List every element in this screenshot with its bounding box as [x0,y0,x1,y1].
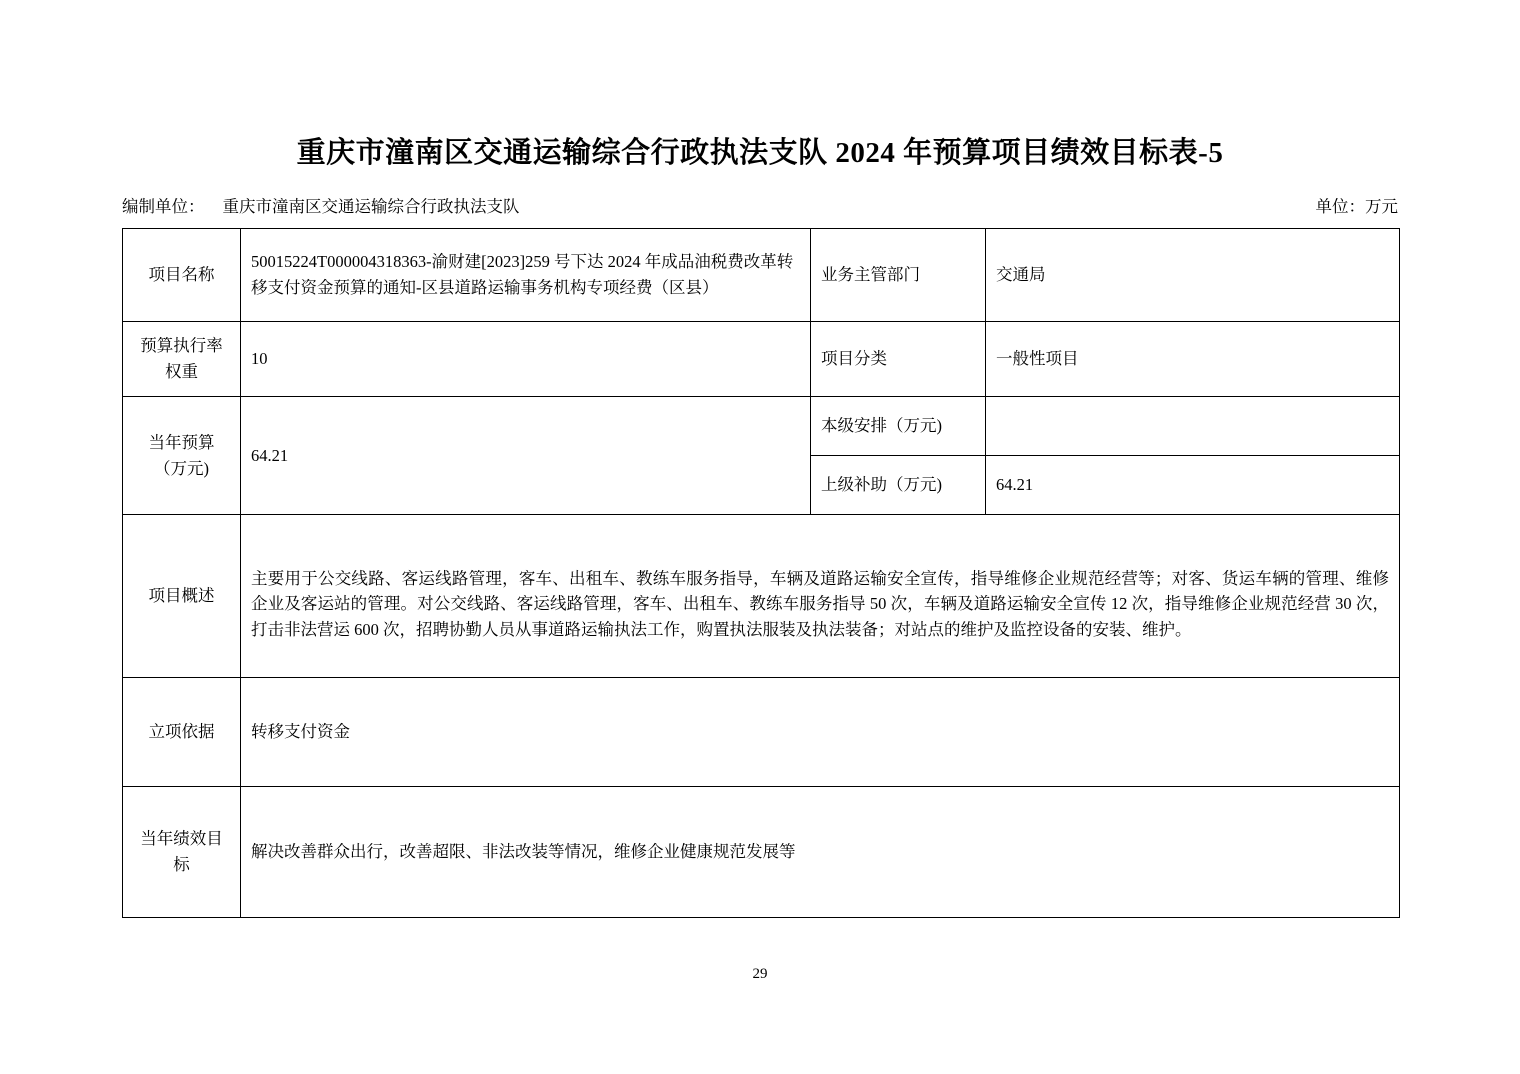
summary-label: 项目概述 [123,515,241,678]
budget-label: 当年预算（万元) [123,397,241,515]
page-title: 重庆市潼南区交通运输综合行政执法支队 2024 年预算项目绩效目标表-5 [296,137,1224,169]
compiling-unit [122,193,520,217]
basis-value: 转移支付资金 [241,678,1400,787]
basis-label: 立项依据 [123,678,241,787]
table-row [123,229,1400,322]
exec-rate-label: 预算执行率权重 [123,322,241,397]
upper-subsidy-label: 上级补助（万元) [811,456,986,515]
table-row [123,397,1400,456]
project-name-value: 50015224T000004318363-渝财建[2023]259 号下达 2024 年成品油税费改革转移支付资金预算的通知-区县道路运输事务机构专项经费（区县） [241,229,811,322]
dept-label: 业务主管部门 [811,229,986,322]
exec-rate-value: 10 [241,322,811,397]
summary-value: 主要用于公交线路、客运线路管理，客车、出租车、教练车服务指导，车辆及道路运输安全宣传，指导维修企业规范经营等；对客、货运车辆的管理、维修企业及客运站的管理。对公交线路、客运线路管理，客车、出租车、教练车服务指导 50 次，车辆及道路运输安全宣传 12 次，指导维修企业规范经营 30 次，打击非法营运 600 次，招聘协勤人员从事道路运输执法工作，购置执法服装及执法装备；对站点的维护及监控设备的安装、维护。 [241,515,1400,678]
table-row [123,787,1400,918]
upper-subsidy-value: 64.21 [986,456,1400,515]
goal-label: 当年绩效目标 [123,787,241,918]
performance-target-table [122,228,1400,918]
amount-unit-label: 单位：万元 [1315,197,1398,216]
local-arrange-label: 本级安排（万元) [811,397,986,456]
dept-value: 交通局 [986,229,1400,322]
category-value: 一般性项目 [986,322,1400,397]
compiling-unit-value: 重庆市潼南区交通运输综合行政执法支队 [222,197,520,216]
page-number: 29 [752,966,768,982]
project-name-label: 项目名称 [123,229,241,322]
table-row [123,678,1400,787]
budget-value: 64.21 [241,397,811,515]
meta-row [122,193,1398,217]
table-row [123,322,1400,397]
local-arrange-value [986,397,1400,456]
category-label: 项目分类 [811,322,986,397]
compiling-unit-label: 编制单位： [122,197,205,216]
table-row [123,515,1400,678]
goal-value: 解决改善群众出行，改善超限、非法改装等情况，维修企业健康规范发展等 [241,787,1400,918]
